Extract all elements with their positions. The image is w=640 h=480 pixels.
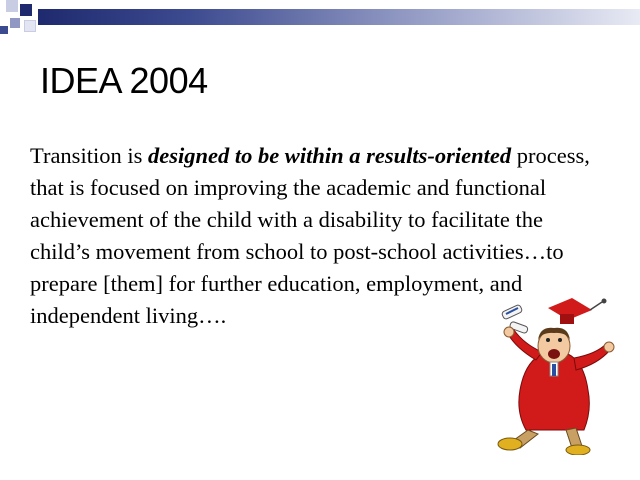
header-gradient-bar	[38, 9, 640, 25]
paragraph-text-end: process, that is focused on improving the academic and functional achievement of the child with a disability to facilitate the child’s movement from school to post-school activities…to prepare [them] for further education, employment, and independent living….	[30, 143, 590, 328]
graduate-clipart-icon	[480, 290, 635, 455]
deco-square	[24, 20, 36, 32]
flying-cap-icon	[548, 298, 607, 324]
header-bar	[0, 0, 640, 36]
deco-square	[20, 4, 32, 16]
paragraph-emphasis: designed to be within a results-oriented	[147, 143, 512, 168]
deco-square	[0, 26, 8, 34]
slide-title: IDEA 2004	[40, 60, 208, 101]
deco-square	[6, 0, 18, 12]
paragraph-text-start: Transition is	[30, 143, 148, 168]
deco-square	[10, 18, 20, 28]
